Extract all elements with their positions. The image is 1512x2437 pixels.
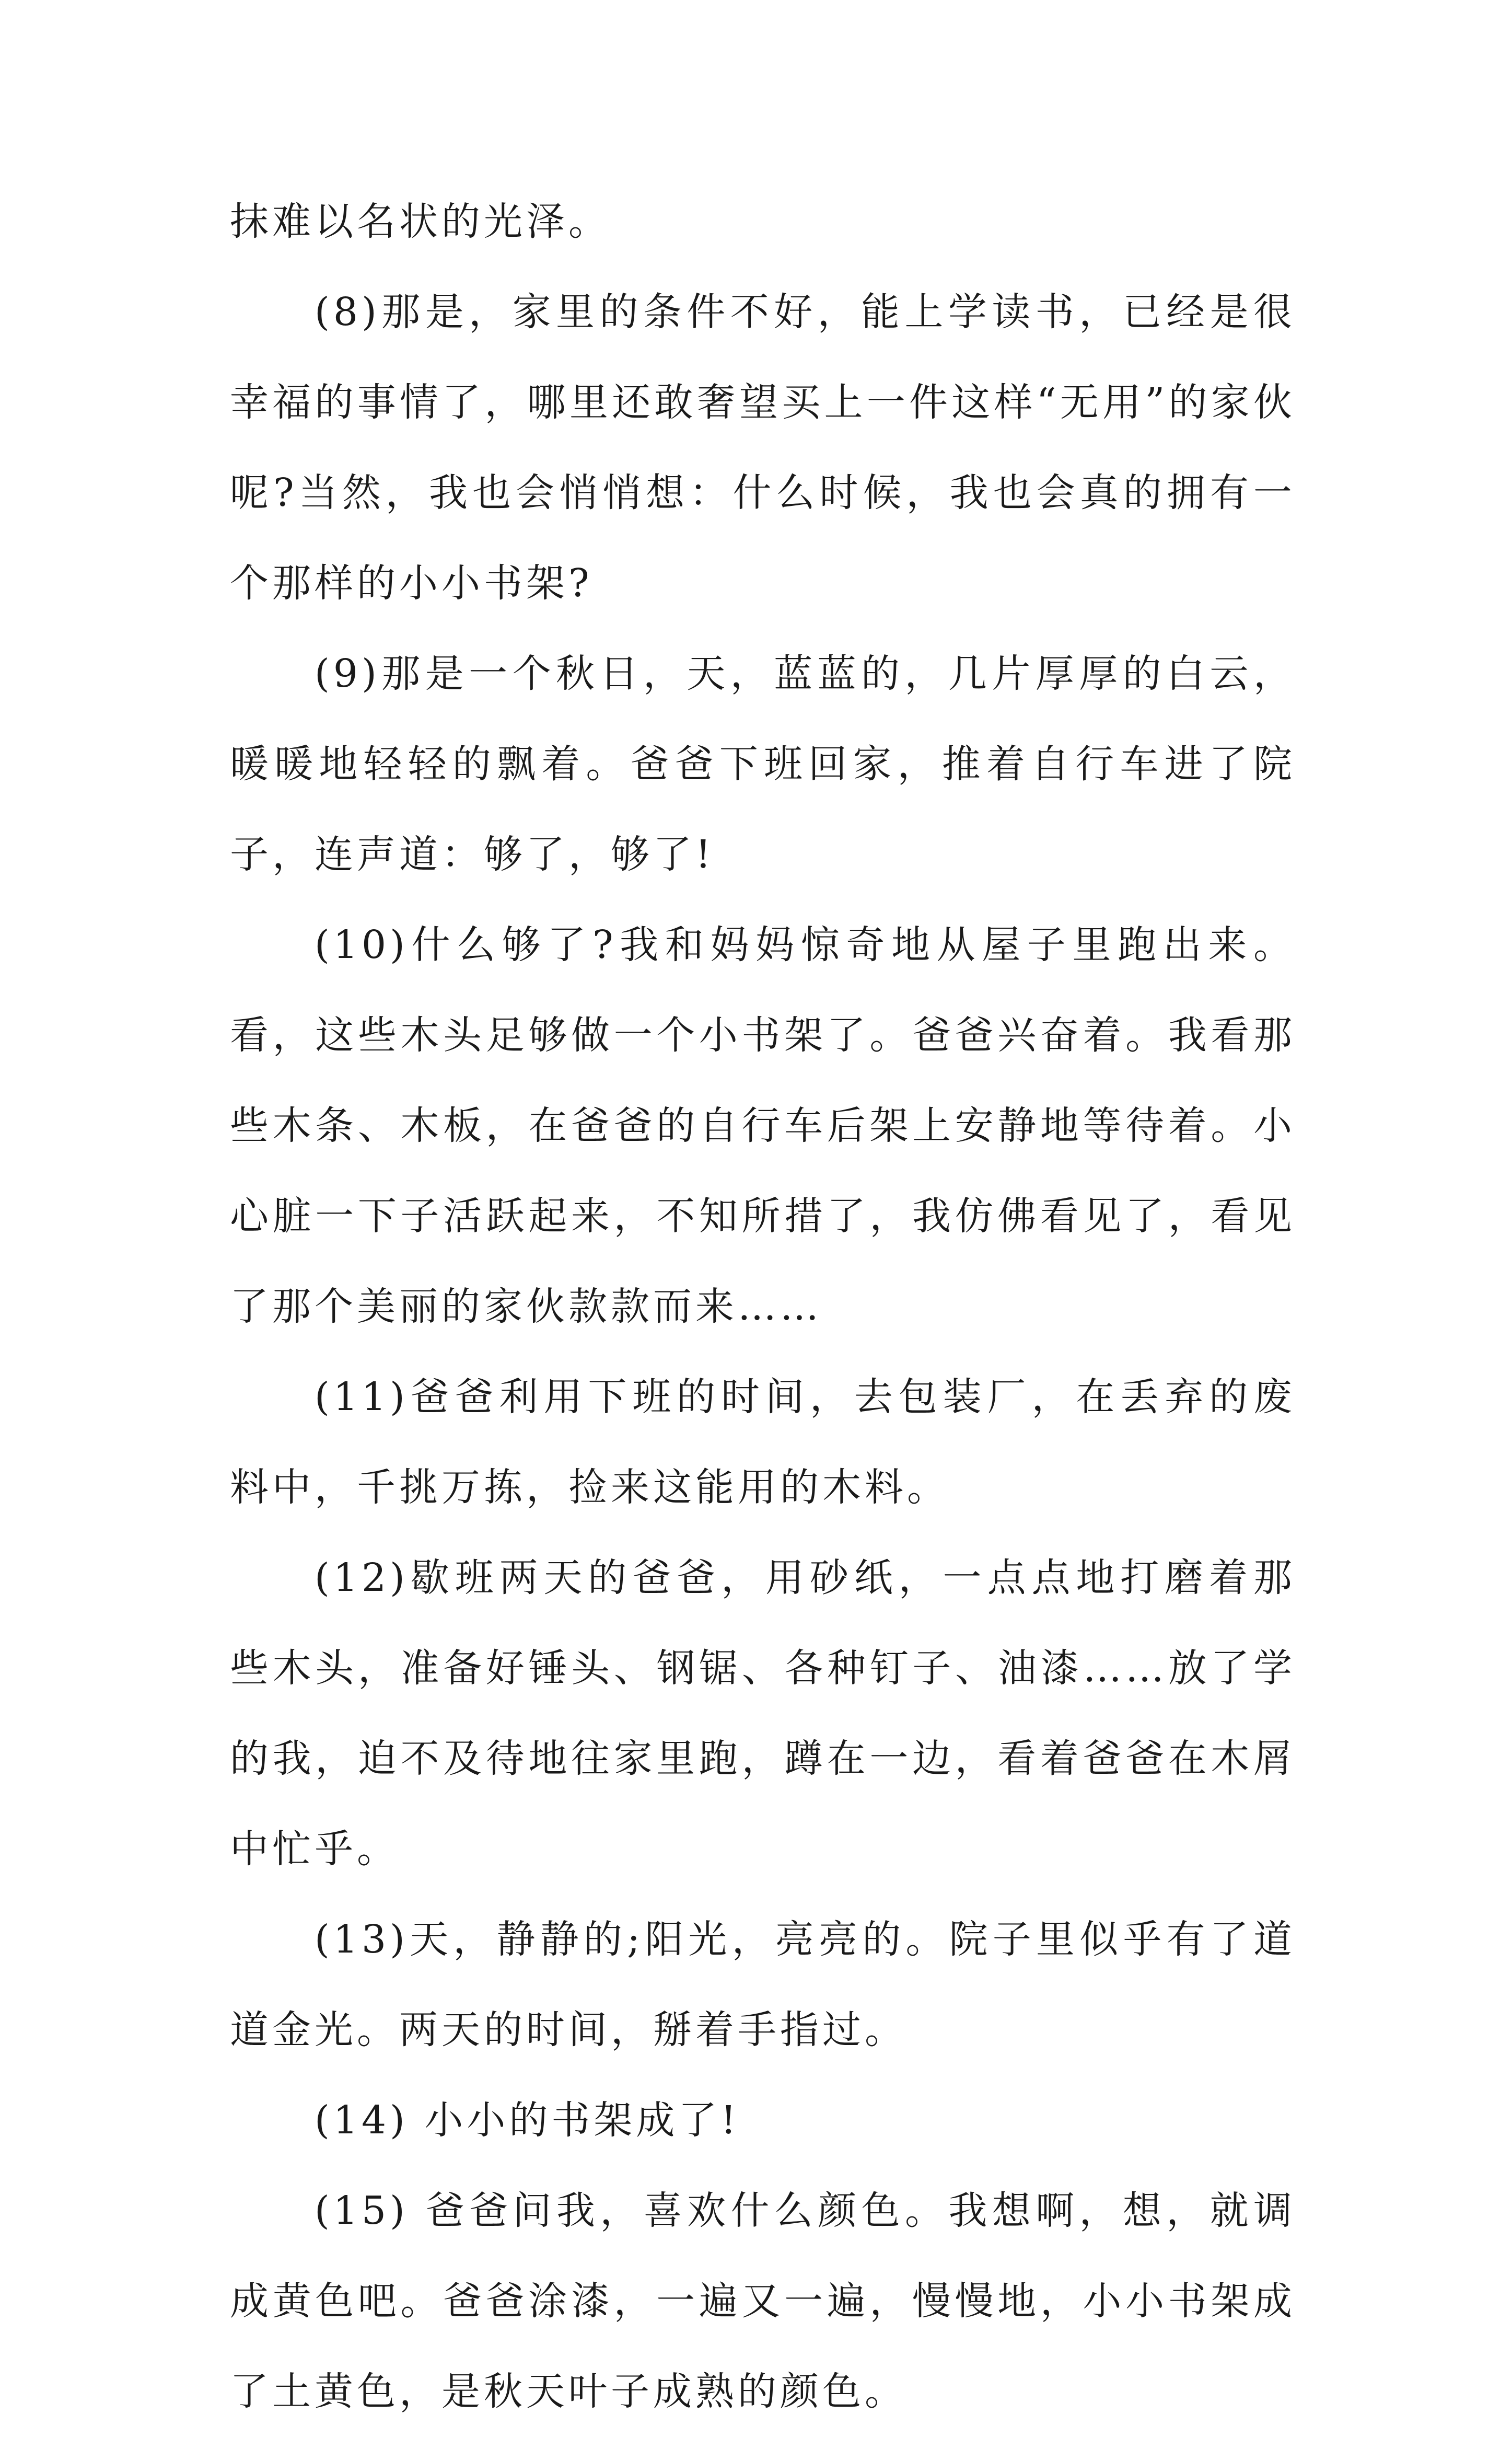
paragraph-14: (14) 小小的书架成了! xyxy=(315,2098,740,2143)
paragraph-7-continuation: 抹难以名状的光泽。 xyxy=(230,199,611,244)
paragraph-11: (11)爸爸利用下班的时间，去包装厂，在丢弃的废料中，千挑万拣，捡来这能用的木料。 xyxy=(230,1375,1296,1510)
paragraph-13: (13)天，静静的;阳光，亮亮的。院子里似乎有了道道金光。两天的时间，掰着手指过。 xyxy=(230,1917,1296,2052)
paragraph-8: (8)那是，家里的条件不好，能上学读书，已经是很幸福的事情了，哪里还敢奢望买上一件这样“无用”的家伙呢?当然，我也会悄悄想：什么时候，我也会真的拥有一个那样的小小书架? xyxy=(230,290,1296,606)
paragraph-9: (9)那是一个秋日，天，蓝蓝的，几片厚厚的白云，暖暖地轻轻的飘着。爸爸下班回家，推着自行车进了院子，连声道：够了，够了! xyxy=(230,651,1296,877)
paragraph-12: (12)歇班两天的爸爸，用砂纸，一点点地打磨着那些木头，准备好锤头、钢锯、各种钉子、油漆……放了学的我，迫不及待地往家里跑，蹲在一边，看着爸爸在木屑中忙乎。 xyxy=(230,1555,1296,1872)
document-body xyxy=(230,177,1296,2437)
paragraph-10: (10)什么够了?我和妈妈惊奇地从屋子里跑出来。看，这些木头足够做一个小书架了。爸爸兴奋着。我看那些木条、木板，在爸爸的自行车后架上安静地等待着。小心脏一下子活跃起来，不知所措了，我仿佛看见了，看见了那个美丽的家伙款款而来…… xyxy=(230,922,1296,1329)
paragraph-15: (15) 爸爸问我，喜欢什么颜色。我想啊，想，就调成黄色吧。爸爸涂漆，一遍又一遍，慢慢地，小小书架成了土黄色，是秋天叶子成熟的颜色。 xyxy=(230,2188,1296,2414)
